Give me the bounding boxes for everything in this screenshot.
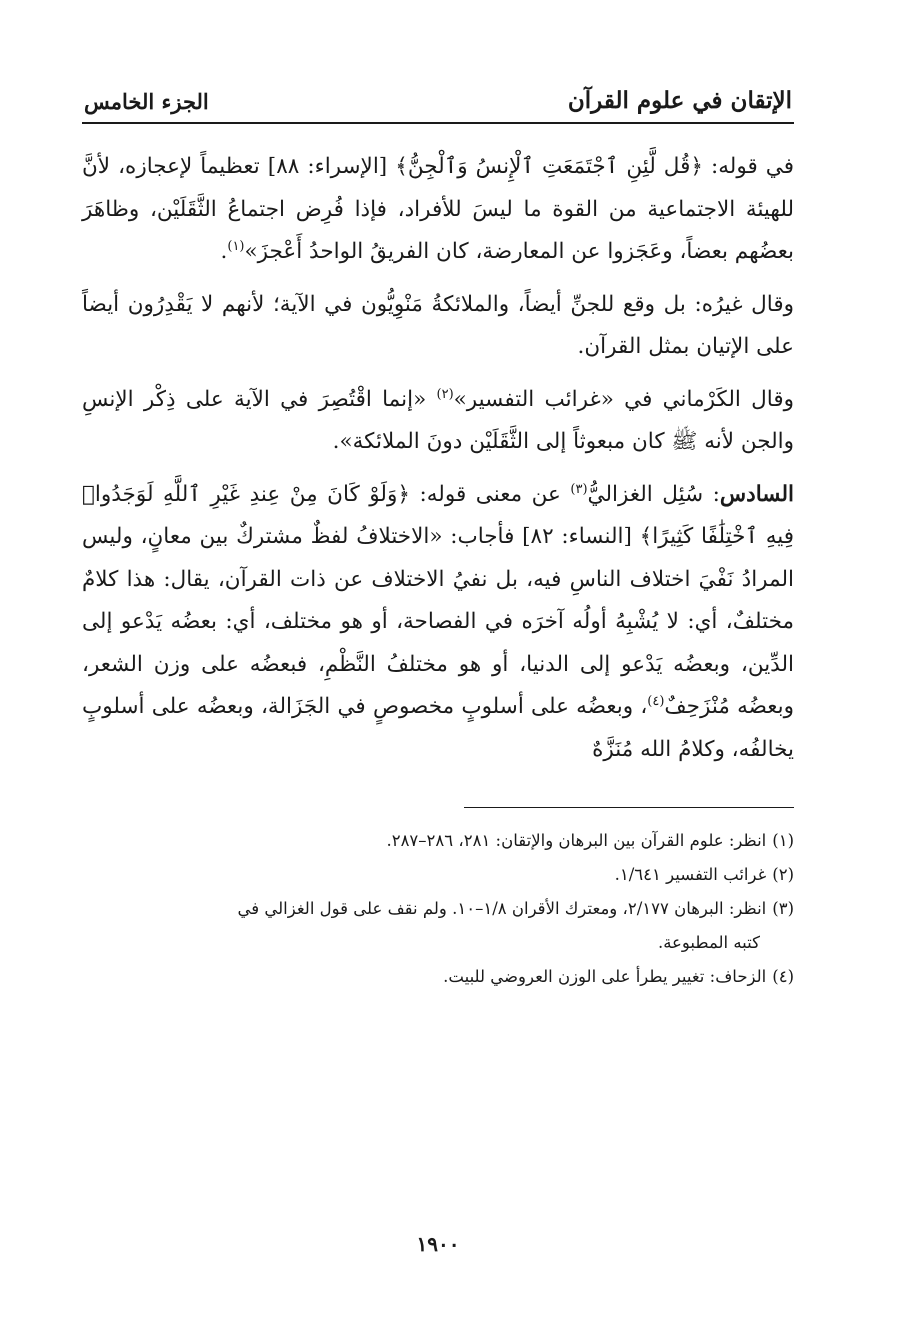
footnote xyxy=(82,858,794,892)
paragraph-text: . xyxy=(220,239,228,264)
paragraph xyxy=(82,284,794,369)
paragraph-text: في قوله: xyxy=(702,154,794,179)
footnote xyxy=(82,824,794,858)
running-header xyxy=(82,72,794,124)
footnote-text: غرائب التفسير ١/٦٤١. xyxy=(614,865,767,884)
footnote-number: (١) xyxy=(772,831,794,850)
footnote-number: (٢) xyxy=(772,865,794,884)
paragraph-text: عن معنى قوله: xyxy=(409,481,571,507)
footnote-number: (٣) xyxy=(772,899,794,918)
paragraph-text: [النساء: ٨٢] فأجاب: «الاختلافُ لفظٌ مشتركٌ بين معانٍ، وليس المرادُ نَفْيَ اختلاف الناسِ فيه، بل نفيُ الاختلاف عن ذات القرآن، يقال: هذا كلامٌ مختلفٌ، أي: لا يُشْبِهُ أولُه آخرَه في الفصاحة، أو هو مختلف، أي: بعضُه يَدْعو إلى الدِّين، وبعضُه يَدْعو إلى الدنيا، أو هو مختلفُ النَّظْمِ، فبعضُه على وزن الشعر، وبعضُه مُنْزَحِفٌ xyxy=(82,524,794,719)
main-text xyxy=(82,146,794,771)
book-title: الإتقان في علوم القرآن xyxy=(567,87,792,114)
quran-verse: ﴿قُل لَّئِنِ ٱجْتَمَعَتِ ٱلْإِنسُ وَٱلْجِنُّ﴾ xyxy=(395,154,703,179)
footnote-text: الزحاف: تغيير يطرأ على الوزن العروضي للبيت. xyxy=(443,967,767,986)
footnote-continuation: كتبه المطبوعة. xyxy=(657,933,760,952)
paragraph xyxy=(82,474,794,772)
section-marker: السادس xyxy=(719,481,794,507)
paragraph-text: ، وبعضُه على أسلوبٍ مخصوصٍ في الجَزَالة، وبعضُه على أسلوبٍ يخالفُه، وكلامُ الله مُنَزَّهٌ xyxy=(82,694,794,762)
footnote xyxy=(82,960,794,994)
footnote-reference[interactable]: (٣) xyxy=(570,481,588,497)
paragraph-text: : سُئِل الغزاليُّ xyxy=(587,481,720,507)
footnote-number: (٤) xyxy=(772,967,794,986)
footnote-reference[interactable]: (١) xyxy=(227,238,245,254)
paragraph-text: وقال الكَرْماني في «غرائب التفسير» xyxy=(453,386,794,412)
paragraph xyxy=(82,379,794,464)
paragraph-text: «إنما اقْتُصِرَ في الآية على ذِكْر الإنسِ والجن لأنه ﷺ كان مبعوثاً إلى الثَّقَلَيْن دونَ الملائكة». xyxy=(82,386,794,454)
paragraph xyxy=(82,146,794,274)
footnotes xyxy=(82,824,794,994)
footnote-reference[interactable]: (٤) xyxy=(647,693,665,709)
paragraph-text: [الإسراء: ٨٨] تعظيماً لإعجازه، لأنَّ للهيئة الاجتماعية من القوة ما ليسَ للأفراد، فإذا فُرِض اجتماعُ الثَّقَلَيْن، وظاهَرَ بعضُهم بعضاً، وعَجَزوا عن المعارضة، كان الفريقُ الواحدُ أَعْجزَ» xyxy=(82,154,794,264)
part-label: الجزء الخامس xyxy=(84,89,209,114)
footnote-text: انظر: علوم القرآن بين البرهان والإتقان: ٢٨١، ٢٨٦–٢٨٧. xyxy=(386,831,767,850)
footnote-separator xyxy=(464,807,794,808)
page-number: ١٩٠٠ xyxy=(416,1232,460,1256)
footnote-reference[interactable]: (٢) xyxy=(436,386,454,402)
footnote-text: انظر: البرهان ٢/١٧٧، ومعترك الأقران ١/٨–١٠. ولم نقف على قول الغزالي في xyxy=(237,899,767,918)
footnote xyxy=(82,892,794,926)
paragraph-text: وقال غيرُه: بل وقع للجنِّ أيضاً، والملائكةُ مَنْوِيُّون في الآية؛ لأنهم لا يَقْدِرُون أيضاً على الإتيان بمثل القرآن. xyxy=(82,291,794,359)
book-page xyxy=(82,72,794,1292)
quran-verse: ﴿وَلَوْ كَانَ مِنْ عِندِ غَيْرِ ٱللَّهِ لَوَجَدُوا۟ فِيهِ ٱخْتِلَٰفًا كَثِيرًا﴾ xyxy=(82,481,795,549)
